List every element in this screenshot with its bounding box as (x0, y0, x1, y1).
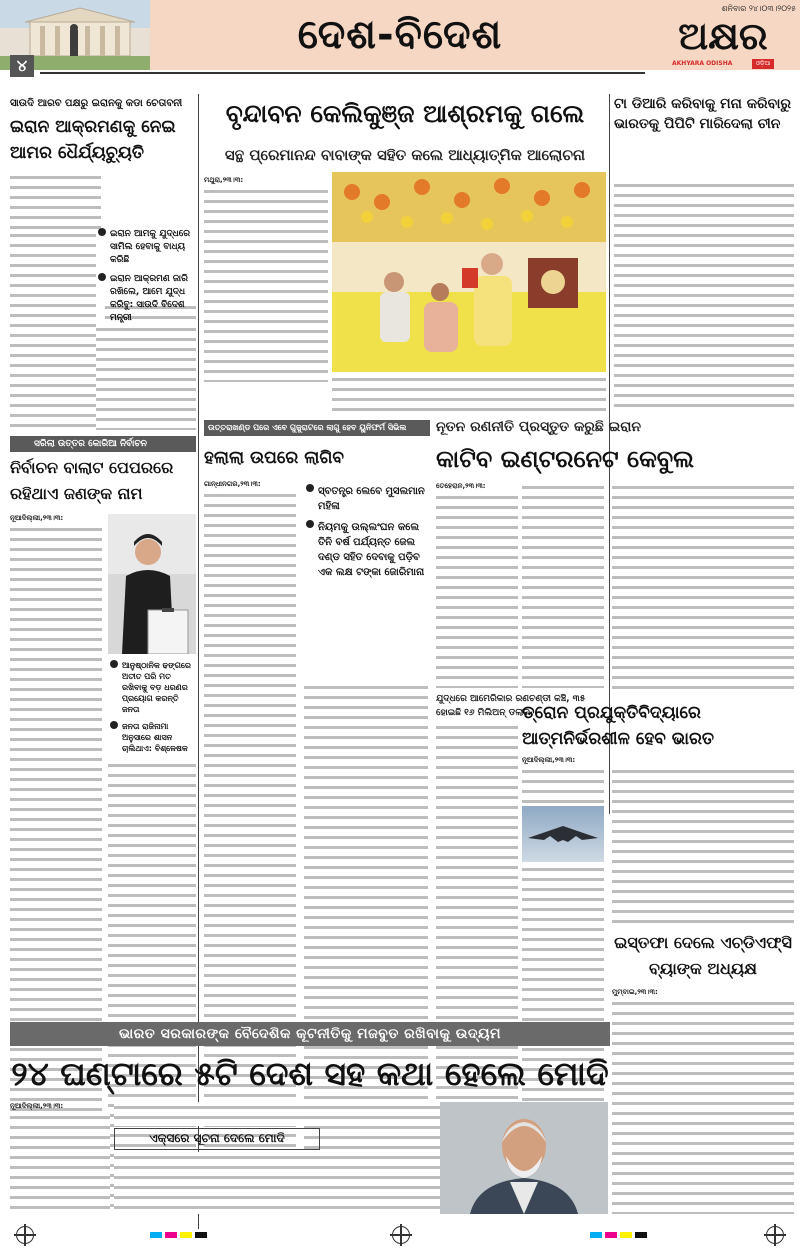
registration-mark (16, 1226, 34, 1244)
color-bar (165, 1232, 177, 1238)
bullet-item: ଜନତା ରାଜିନାମା ଅନୁସାରେ ଶାସନ ଚାଲିଥାଏ: ବିଶ୍ଳେଷକ (108, 721, 196, 754)
drone-headline: ଡ୍ରୋନ ପ୍ରଯୁକ୍ତିବିଦ୍ୟାରେ ଆତ୍ମନିର୍ଭରଶୀଳ ହେବ ଭାରତ (522, 703, 715, 749)
left-top-bullets (96, 228, 196, 325)
korea-headline: ନିର୍ବାଚନ ବାଲାଟ ପେପରରେ ରହିଥାଏ ଜଣଙ୍କ ନାମ (10, 458, 174, 503)
korea-bullets (108, 660, 196, 754)
drone-body-2 (612, 766, 794, 926)
color-bar (635, 1232, 647, 1238)
bottom-body-2 (114, 1102, 320, 1126)
color-bar (620, 1232, 632, 1238)
left-top-kicker: ସାଉଦି ଆରବ ପକ୍ଷରୁ ଇରାନକୁ କଡା ଚେତାବନୀ (10, 98, 183, 109)
bullet-item: ଇରାନ ଆମକୁ ଯୁଦ୍ଧରେ ସାମିଲ ହେବାକୁ ବାଧ୍ୟ କରିଛି (96, 228, 196, 267)
drone-photo (522, 806, 604, 862)
color-bar (195, 1232, 207, 1238)
color-bar (180, 1232, 192, 1238)
halala-kicker: ଉତ୍ତରାଖଣ୍ଡ ପରେ ଏବେ ଗୁଜୁରାଟରେ ଲାଗୁ ହେବ ୟୁନିଫର୍ମ ସିଭିଲ (204, 420, 430, 436)
main-top-body (204, 186, 328, 382)
modi-portrait-icon (440, 1102, 608, 1214)
section-title: ଦେଶ-ବିଦେଶ (297, 12, 503, 58)
iran-kicker: ନୂତନ ରଣନୀତି ପ୍ରସ୍ତୁତ କରୁଛି ଇରାନ (436, 419, 642, 435)
bottom-headline: ୨୪ ଘଣ୍ଟାରେ ୫ଟି ଦେଶ ସହ କଥା ହେଲେ ମୋଦି (11, 1054, 609, 1093)
hdfc-body (612, 998, 794, 1214)
registration-mark (392, 1226, 410, 1244)
logo-edition-badge: ଓଡ଼ିଆ (752, 59, 774, 69)
main-top-body-2 (332, 374, 606, 414)
modi-photo (440, 1102, 608, 1214)
voting-leader-icon (108, 514, 196, 654)
halala-headline: ହଲାଲା ଉପରେ ଲାଗିବ (204, 448, 344, 468)
korea-kicker: ସରିଲା ଉତ୍ତର କୋରିଆ ନିର୍ବାଚନ (10, 436, 196, 452)
bottom-body-1 (10, 1112, 110, 1212)
ashram-meeting-icon (332, 172, 606, 372)
bullet-item: ଆନୁଷ୍ଠାନିକ ଢଙ୍ଗରେ ଅତୀତ ପରି ମତ ରଖିବାକୁ ବଡ଼ ଧରଣର ପ୍ରୟୋଗ କରନ୍ତି ଜନତା (108, 660, 196, 715)
bullet-item: ଇରାନ ଆକ୍ରମଣ ଜାରି ରଖିଲେ, ଆମେ ଯୁଦ୍ଧ କରିବୁ: ସାଉଦି ବିଦେଶ ମନ୍ତ୍ରୀ (96, 273, 196, 325)
color-bar (150, 1232, 162, 1238)
left-top-headline: ଇରାନ ଆକ୍ରମଣକୁ ନେଇ ଆମର ଧୈର୍ଯ୍ୟଚ୍ୟୁତି (10, 117, 176, 163)
masthead-underline (40, 72, 645, 74)
hdfc-dateline: ମୁମ୍ବାଇ,୨୩।୩: (612, 988, 658, 996)
main-top-dateline: ମଥୁରା,୨୩।୩: (204, 176, 244, 184)
halala-dateline: ଗାନ୍ଧୀନଗର,୨୩।୩: (204, 480, 261, 488)
main-top-headline: ବୃନ୍ଦାବନ କେଲିକୁଞ୍ଜ ଆଶ୍ରମକୁ ଗଲେ (225, 99, 585, 128)
halala-bullets (304, 484, 428, 580)
right-top-body (614, 180, 794, 414)
left-top-body-continued (96, 324, 196, 430)
logo-subtext: AKHYARA ODISHA (672, 60, 733, 67)
korea-dateline: ନୂଆଦିଲ୍ଲୀ,୨୩।୩: (10, 514, 64, 522)
drone-dateline: ନୂଆଦିଲ୍ଲୀ,୨୩।୩: (522, 756, 576, 764)
iran-headline: କାଟିବ ଇଣ୍ଟରନେଟ କେବୁଲ (436, 445, 695, 473)
color-bar (590, 1232, 602, 1238)
right-top-headline: ଟା ଡିଆରି କରିବାକୁ ମନା କରିବାରୁ ଭାରତକୁ ପିପିଟି ମାରିଦେଲା ଚୀନ (614, 96, 792, 132)
iran-body (436, 492, 518, 688)
bottom-body-3 (114, 1152, 320, 1214)
iran-body-2 (522, 482, 604, 688)
bullet-item: ନିୟମକୁ ଉଲ୍ଲଂଘନ କଲେ ତିନି ବର୍ଷ ପର୍ଯ୍ୟନ୍ତ ଜେଲ ଦଣ୍ଡ ସହିତ ଦେବାକୁ ପଡ଼ିବ ଏକ ଲକ୍ଷ ଟଙ୍କା ଜୋରିମାନା (304, 520, 428, 580)
page-number: ୪ (10, 55, 34, 77)
bottom-sub-kicker: ଏକ୍ସରେ ସୂଚନା ଦେଲେ ମୋଦି (114, 1128, 320, 1150)
iran-body-3 (612, 482, 794, 694)
hdfc-headline: ଇସ୍ତଫା ଦେଲେ ଏଚ୍‌ଡିଏଫ୍‌ସି ବ୍ୟାଙ୍କ ଅଧ୍ୟକ୍ଷ (614, 933, 792, 978)
bottom-body-4 (324, 1102, 436, 1214)
iran-sub-kicker: ଯୁଦ୍ଧରେ ଆମେରିକାର ରଣଚଣ୍ଡୀ କଞ୍ଚି, ୩୫ ହୋଇଛି ୧୬ ମିଲିଅନ୍ ଡଲାର (436, 694, 586, 718)
color-bar (605, 1232, 617, 1238)
bottom-dateline: ନୂଆଦିଲ୍ଲୀ,୨୩।୩: (10, 1102, 64, 1110)
stealth-drone-icon (522, 806, 604, 862)
main-top-photo (332, 172, 606, 372)
iran-dateline: ତେହେରାନ,୨୩।୩: (436, 482, 486, 490)
korea-photo (108, 514, 196, 654)
main-top-subheadline: ସନ୍ଥ ପ୍ରେମାନନ୍ଦ ବାବାଙ୍କ ସହିତ କଲେ ଆଧ୍ୟାତ୍ମିକ ଆଲୋଚନା (224, 146, 586, 164)
bullet-item: ସ୍ବତନ୍ତ୍ର ଲେବେ ମୁସଲମାନ ମହିଳା (304, 484, 428, 514)
registration-mark (766, 1226, 784, 1244)
date-label: ଶନିବାର ୨୪।୦୩।୨୦୨୫ (721, 4, 796, 13)
logo: ଅକ୍ଷର (678, 14, 768, 58)
bottom-banner: ଭାରତ ସରକାରଙ୍କ ବୈଦେଶିକ କୂଟନୀତିକୁ ମଜବୁତ ରଖିବାକୁ ଉଦ୍ୟମ (10, 1022, 610, 1046)
